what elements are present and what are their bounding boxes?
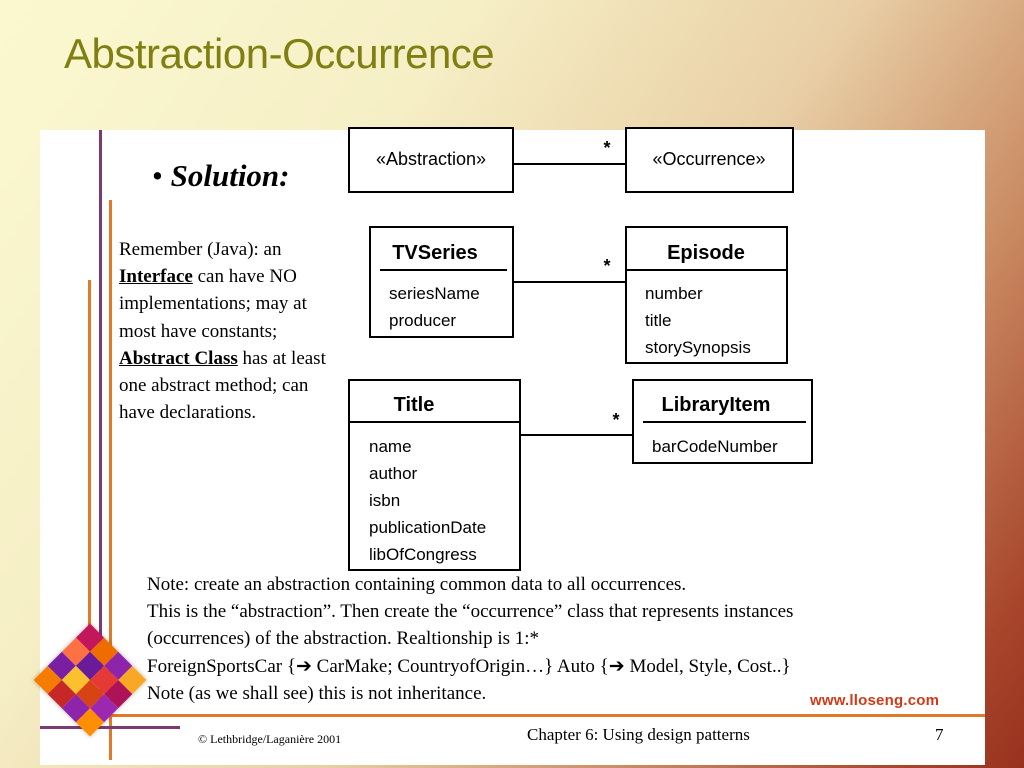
episode-attribute: title <box>645 311 672 330</box>
title-attribute: author <box>369 464 418 483</box>
multiplicity-2: * <box>603 256 611 276</box>
solution-label: Solution: <box>170 158 290 193</box>
title-attribute: isbn <box>369 491 401 510</box>
remember-line2: can have NO implementations; may at most have constants; <box>119 266 307 342</box>
right-arrow-icon: ➔ <box>295 654 312 677</box>
title-class-name: Title <box>393 394 435 416</box>
website-link[interactable]: www.lloseng.com <box>810 692 940 709</box>
abstract-class-term: Abstract Class <box>119 347 238 369</box>
note-line: Note (as we shall see) this is not inheritance. <box>147 682 487 704</box>
note-example-1: ForeignSportsCar { <box>147 655 296 677</box>
note-line-examples <box>147 653 967 680</box>
note-example-2: CarMake; CountryofOrigin…} Auto { <box>311 655 609 677</box>
interface-term: Interface <box>119 266 193 288</box>
remember-line1: Remember (Java): an <box>119 239 282 260</box>
footer-chapter: Chapter 6: Using design patterns <box>527 725 750 744</box>
occurrence-class-name: «Occurrence» <box>652 149 766 169</box>
slide-title: Abstraction-Occurrence <box>64 30 495 77</box>
episode-class-name: Episode <box>667 242 745 264</box>
tvseries-class-name: TVSeries <box>392 242 478 264</box>
footer-copyright: © Lethbridge/Laganière 2001 <box>198 732 342 746</box>
title-attribute: libOfCongress <box>369 545 477 564</box>
episode-attribute: storySynopsis <box>645 338 751 357</box>
libraryitem-attribute: barCodeNumber <box>652 437 778 456</box>
tvseries-attribute: producer <box>389 311 457 330</box>
libraryitem-class-name: LibraryItem <box>661 394 771 416</box>
title-attribute: publicationDate <box>369 518 487 537</box>
multiplicity-3: * <box>612 410 620 430</box>
remember-line3: has at least one abstract method; can have declarations. <box>119 347 326 424</box>
tvseries-attribute: seriesName <box>389 284 480 303</box>
episode-attribute: number <box>645 284 703 303</box>
title-attribute: name <box>369 437 412 456</box>
abstraction-class-name: «Abstraction» <box>375 149 487 169</box>
note-line: Note: create an abstraction containing common data to all occurrences. <box>147 574 687 595</box>
right-arrow-icon: ➔ <box>608 654 625 677</box>
note-line: (occurrences) of the abstraction. Realtionship is 1:* <box>147 628 540 650</box>
page-number: 7 <box>935 725 944 744</box>
note-line: This is the “abstraction”. Then create the “occurrence” class that represents instances <box>147 601 794 623</box>
multiplicity-1: * <box>603 138 611 158</box>
bullet-marker: • <box>152 158 163 193</box>
note-text <box>147 571 967 707</box>
note-example-3: Model, Style, Cost..} <box>624 655 791 677</box>
